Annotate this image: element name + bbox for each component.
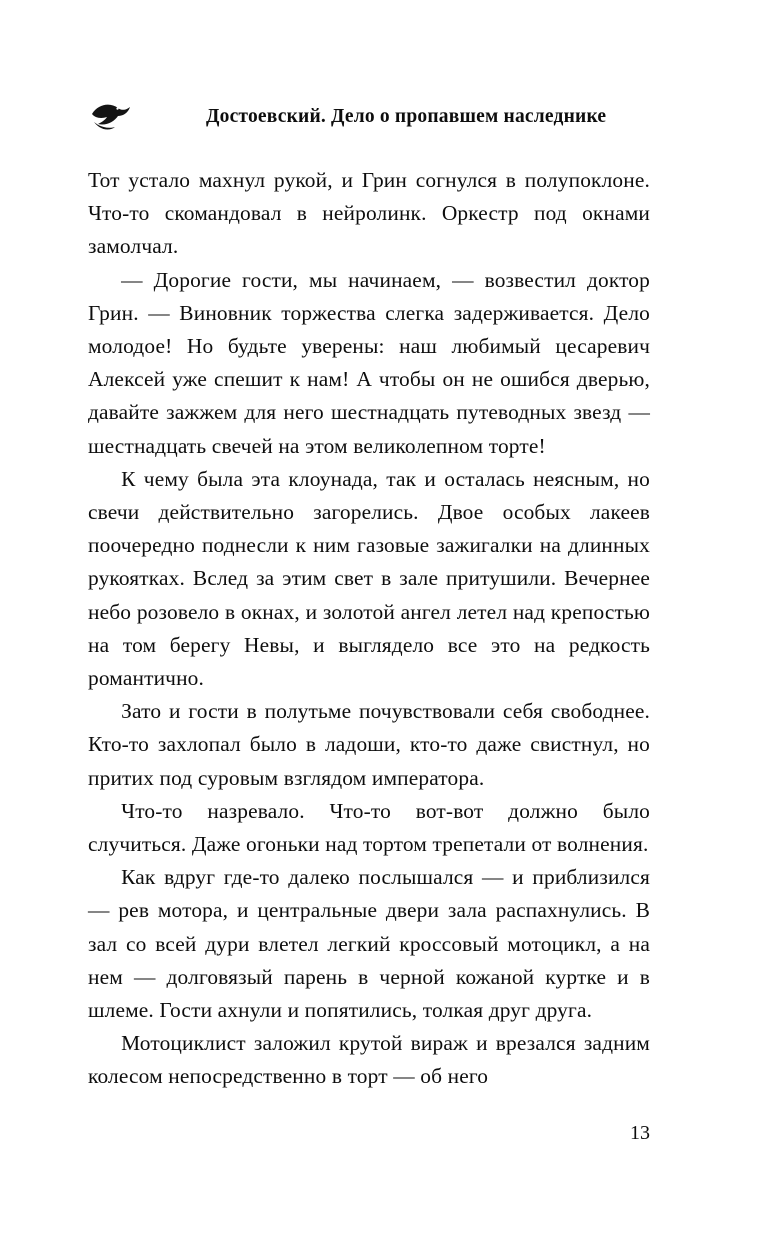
body-text <box>88 164 650 1094</box>
paragraph: Тот устало махнул рукой, и Грин согнулся в полупоклоне. Что-то скомандовал в нейролинк. Оркестр под окнами замолчал. <box>88 168 650 259</box>
paragraph: Мотоциклист заложил крутой вираж и врезался задним колесом непосредственно в торт — об него <box>88 1031 650 1089</box>
paragraph: Как вдруг где-то далеко послышался — и приблизился — рев мотора, и центральные двери зала распахнулись. В зал со всей дури влетел легкий кроссовый мотоцикл, а на нем — долговязый парень в черной кожаной куртке и в шлеме. Гости ахнули и попятились, толкая друг друга. <box>88 865 650 1023</box>
paragraph: Зато и гости в полутьме почувствовали себя свободнее. Кто-то захлопал было в ладоши, кто-то даже свистнул, но притих под суровым взглядом императора. <box>88 699 650 790</box>
bird-ornament-icon <box>88 100 134 134</box>
running-head <box>88 96 658 138</box>
running-head-title: Достоевский. Дело о пропавшем наследнике <box>206 106 607 127</box>
paragraph: Что-то назревало. Что-то вот-вот должно было случиться. Даже огоньки над тортом трепетали от волнения. <box>88 798 650 857</box>
page-number: 13 <box>630 1122 650 1144</box>
paragraph: — Дорогие гости, мы начинаем, — возвестил доктор Грин. — Виновник торжества слегка задерживается. Дело молодое! Но будьте уверены: наш любимый цесаревич Алексей уже спешит к нам! А чтобы он не ошибся дверью, давайте зажжем для него шестнадцать путеводных звезд — шестнадцать свечей на этом великолепном торте! <box>88 267 650 458</box>
paragraph: К чему была эта клоунада, так и осталась неясным, но свечи действительно загорелись. Двое особых лакеев поочередно поднесли к ним газовые зажигалки на длинных рукоятках. Вслед за этим свет в зале притушили. Вечернее небо розовело в окнах, и золотой ангел летел над крепостью на том берегу Невы, и выглядело все это на редкость романтично. <box>88 466 650 691</box>
